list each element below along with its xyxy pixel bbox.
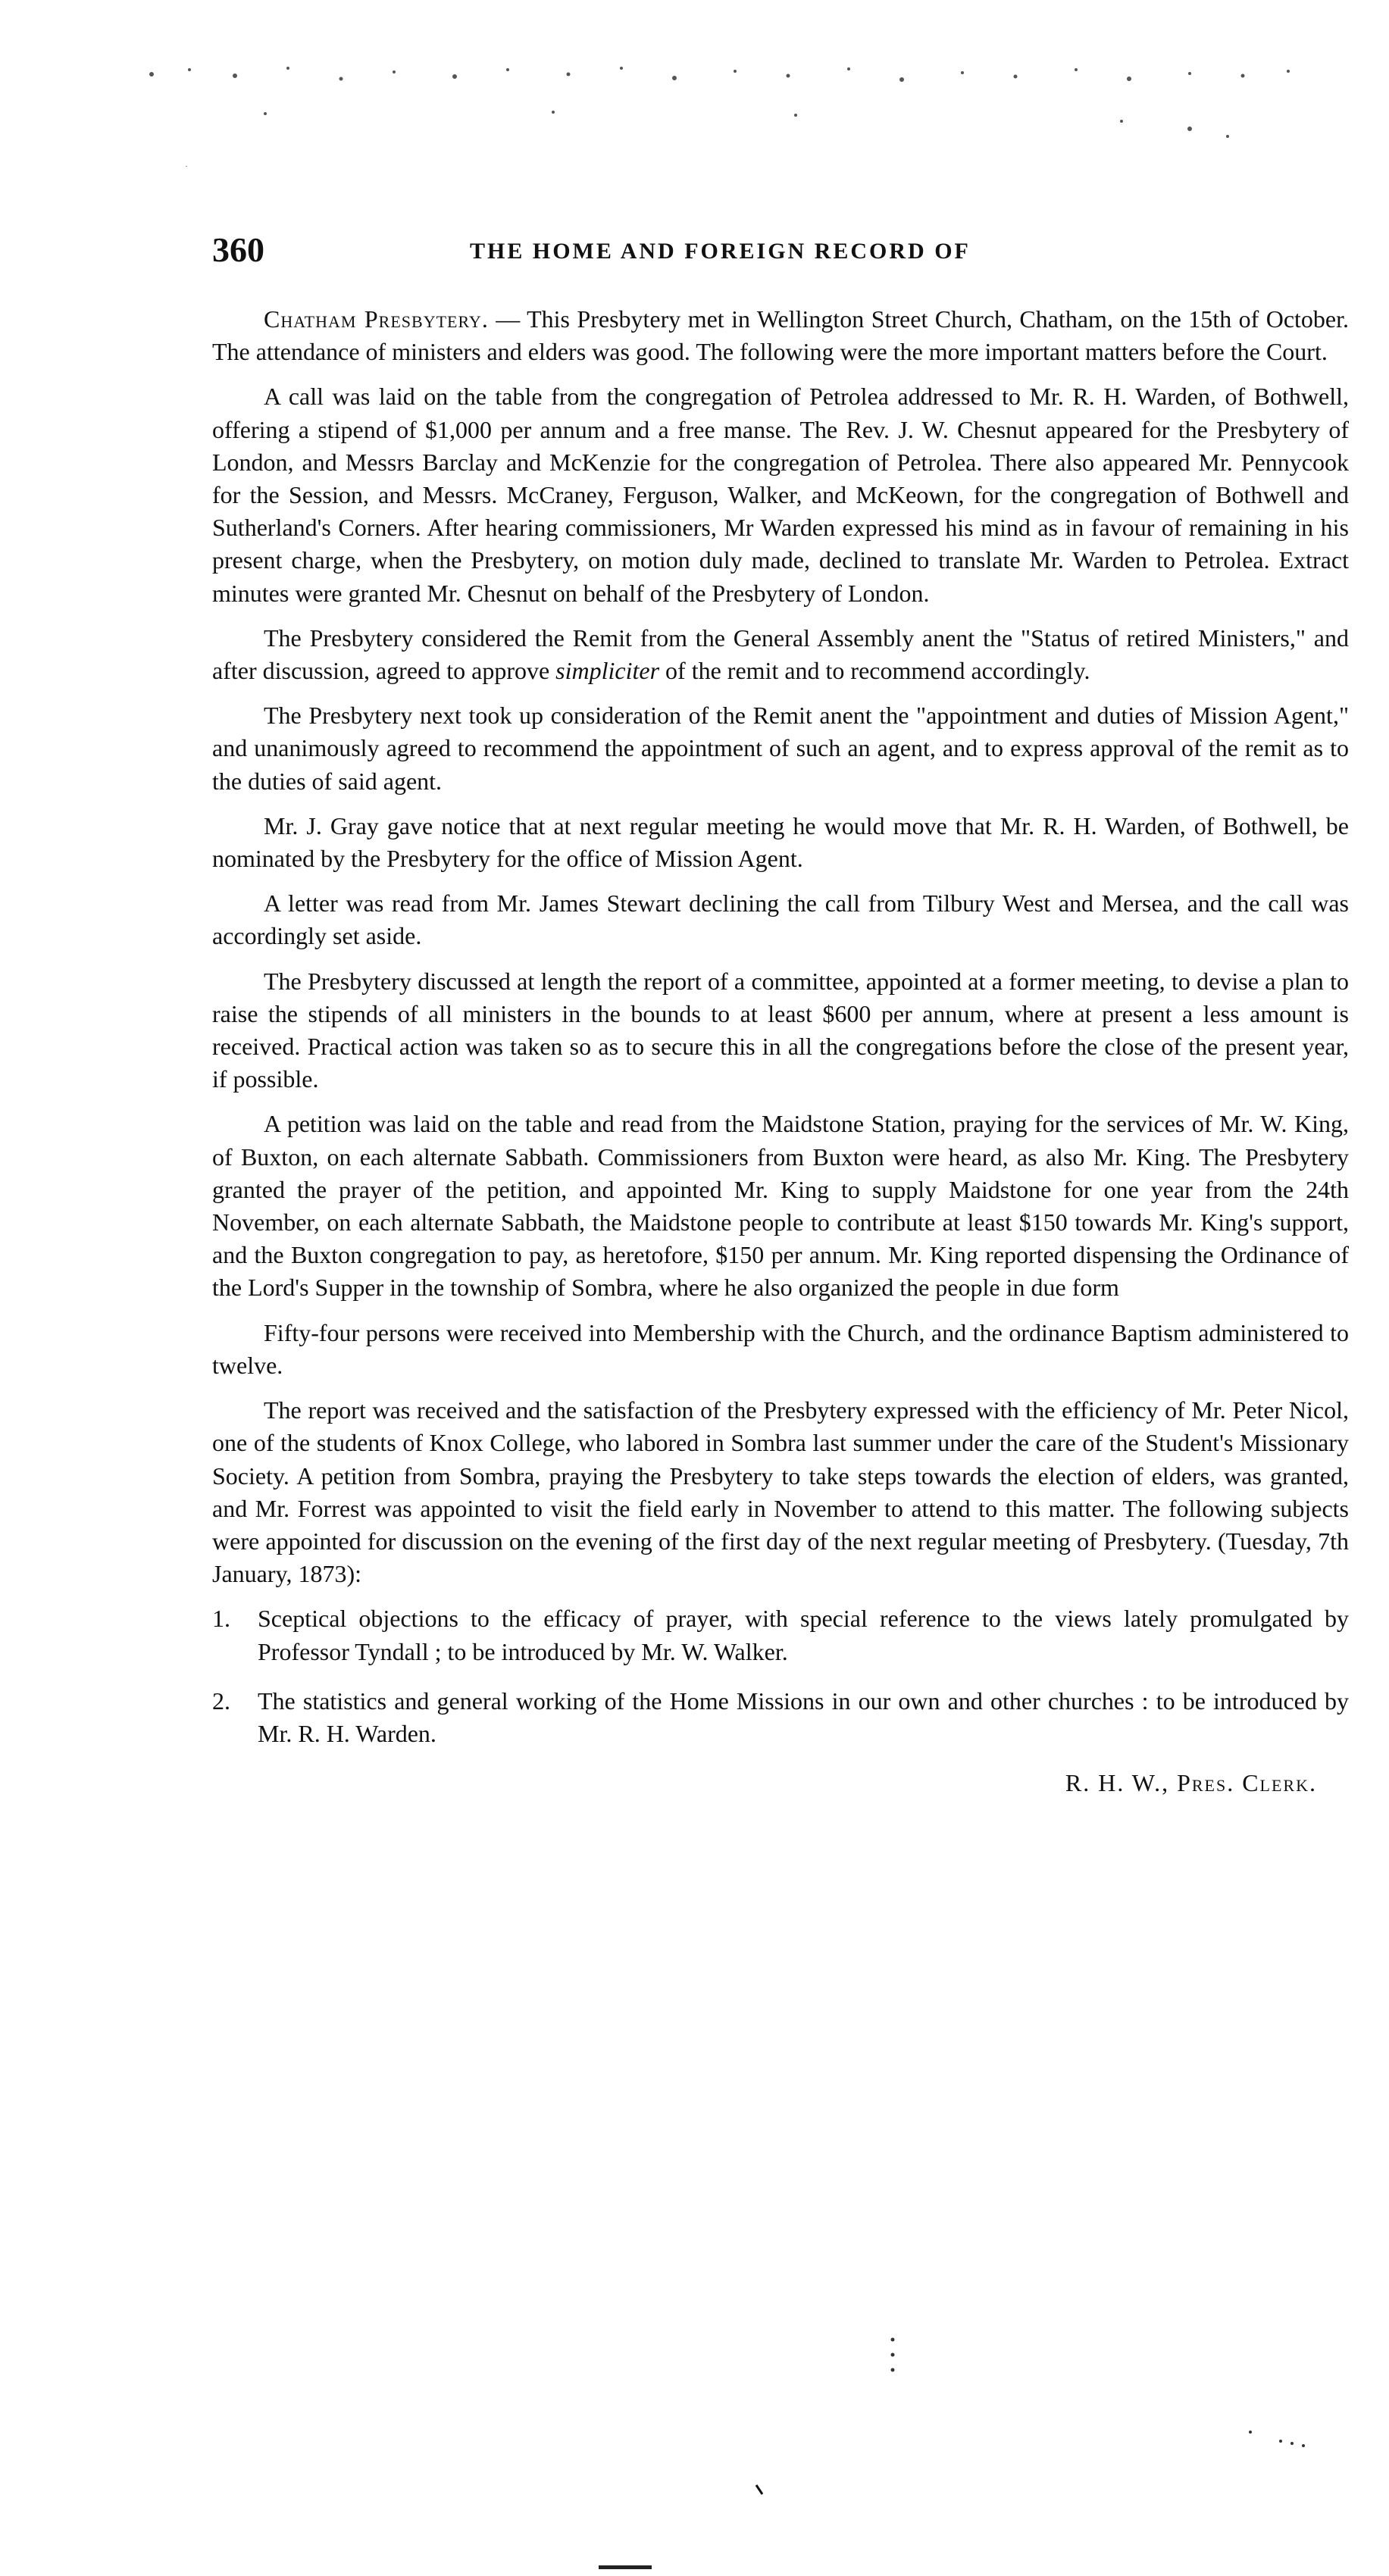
paragraph-7: The Presbytery discussed at length the report of a committee, appointed at a former meeting, to devise a plan to raise the stipends of all ministers in the bounds to at least $600 per annum, where at present a less amount is received. Practical action was taken so as to secure this in all the congregations before the close of the present year, if possible. [212, 967, 1349, 1093]
topic-number: 2. [212, 1687, 230, 1715]
topic-item [212, 1602, 1349, 1668]
page-header [212, 227, 1334, 273]
paragraph-3 [212, 622, 1349, 687]
paragraph-4: The Presbytery next took up consideration of the Remit anent the "appointment and duties of Mission Agent," and unanimously agreed to recommend the appointment of such an agent, and to express approval of the remit as to the duties of said agent. [212, 702, 1349, 795]
paragraph-10: The report was received and the satisfaction of the Presbytery expressed with the efficiency of Mr. Peter Nicol, one of the students of Knox College, who labored in Sombra last summer under the care of the Student's Missionary Society. A petition from Sombra, praying the Presbytery to take steps towards the election of elders, was granted, and Mr. Forrest was appointed to visit the field early in November to attend to this matter. The following subjects were appointed for discussion on the evening of the first day of the next regular meeting of Presbytery. (Tuesday, 7th January, 1873): [212, 1396, 1349, 1588]
topic-text: The statistics and general working of the Home Missions in our own and other churches : to be introduced by Mr. R. H. Warden. [258, 1687, 1349, 1747]
page-number: 360 [212, 230, 264, 269]
paragraph-6: A letter was read from Mr. James Stewart declining the call from Tilbury West and Mersea, and the call was accordingly set aside. [212, 889, 1349, 950]
discussion-topics [212, 1602, 1349, 1750]
signature: R. H. W., Pres. Clerk. [1065, 1769, 1317, 1797]
scan-noise-top [144, 53, 1326, 167]
topic-item [212, 1685, 1349, 1750]
paragraph-2: A call was laid on the table from the congregation of Petrolea addressed to Mr. R. H. Warden, of Bothwell, offering a stipend of $1,000 per annum and a free manse. The Rev. J. W. Chesnut appeared for the Presbytery of London, and Messrs Barclay and McKenzie for the congregation of Petrolea. There also appeared Mr. Pennycook for the Session, and Messrs. McCraney, Ferguson, Walker, and McKeown, for the congregation of Bothwell and Sutherland's Corners. After hearing commissioners, Mr Warden expressed his mind as in favour of remaining in his present charge, when the Presbytery, on motion duly made, declined to translate Mr. Warden to Petrolea. Extract minutes were granted Mr. Chesnut on behalf of the Presbytery of London. [212, 383, 1349, 607]
paragraph-8: A petition was laid on the table and read from the Maidstone Station, praying for the services of Mr. W. King, of Buxton, on each alternate Sabbath. Commissioners from Buxton were heard, as also Mr. King. The Presbytery granted the prayer of the petition, and appointed Mr. King to supply Maidstone for one year from the 24th November, on each alternate Sabbath, the Maidstone people to contribute at least $150 towards Mr. King's support, and the Buxton congregation to pay, as heretofore, $150 per annum. Mr. King reported dispensing the Ordinance of the Lord's Supper in the township of Sombra, where he also organized the people in due form [212, 1110, 1349, 1302]
paragraph-1 [212, 303, 1349, 368]
paragraph-5: Mr. J. Gray gave notice that at next regular meeting he would move that Mr. R. H. Warden, of Bothwell, be nominated by the Presbytery for the office of Mission Agent. [212, 811, 1349, 873]
topic-text: Sceptical objections to the efficacy of prayer, with special reference to the views lately promulgated by Professor Tyndall ; to be introduced by Mr. W. Walker. [258, 1605, 1349, 1665]
article-heading: Chatham Presbytery. [264, 305, 489, 333]
paragraph-3-start: The Presbytery considered the Remit from the General Assembly anent the "Status of retired Ministers," and after discussion, agreed to approve [212, 624, 1349, 685]
paragraph-3-italic: simpliciter [555, 657, 660, 685]
article-body [212, 303, 1349, 1812]
topic-number: 1. [212, 1605, 230, 1633]
running-head: THE HOME AND FOREIGN RECORD OF [470, 239, 971, 264]
paragraph-1-text: — This Presbytery met in Wellington Street Church, Chatham, on the 15th of October. The attendance of ministers and elders was good. The following were the more important matters before the Court. [212, 305, 1350, 366]
paragraph-3-end: of the remit and to recommend accordingly. [659, 657, 1090, 685]
scan-noise-bottom [0, 2273, 1389, 2576]
paragraph-9: Fifty-four persons were received into Membership with the Church, and the ordinance Baptism administered to twelve. [212, 1318, 1349, 1379]
